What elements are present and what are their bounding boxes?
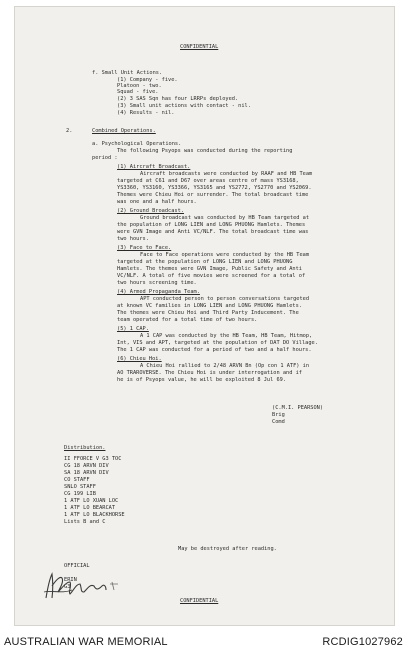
distribution-entry: 1 ATF LO BEARCAT xyxy=(64,505,116,511)
item-line: targeted at the population of LONG LIEN and LONG PHUONG xyxy=(117,259,293,265)
item-title-ground-broadcast: (2) Ground Broadcast. xyxy=(117,208,184,214)
item-line: he is of Psyops value, he will be exploited 8 Jul 69. xyxy=(117,377,287,383)
handwritten-signature xyxy=(42,568,132,604)
item-line: was one and a half hours. xyxy=(117,199,197,205)
destroy-note: May be destroyed after reading. xyxy=(178,546,277,552)
item-line: the population of LONG LIEN and LONG PHUONG Hamlets. Themes xyxy=(117,222,306,228)
item-title-1-cap: (5) 1 CAP. xyxy=(117,326,149,332)
classification-top: CONFIDENTIAL xyxy=(180,44,219,50)
section-f-line: Squad - five. xyxy=(117,89,159,95)
item-line: A 1 CAP was conducted by the HB Team, HB Team, Hitmop, xyxy=(140,333,313,339)
item-line: team operated for a total time of two hours. xyxy=(117,317,258,323)
signatory-rank: Brig xyxy=(272,412,285,418)
item-line: VC/NLF. A total of five movies were screened for a total of xyxy=(117,273,306,279)
item-line: APT conducted person to person conversations targeted xyxy=(140,296,310,302)
footer-institution: AUSTRALIAN WAR MEMORIAL xyxy=(4,636,168,648)
item-line: Hamlets. The themes were GVN Image, Public Safety and Anti xyxy=(117,266,302,272)
item-title-face-to-face: (3) Face to Face. xyxy=(117,245,172,251)
distribution-entry: II FFORCE V G3 TOC xyxy=(64,456,122,462)
distribution-entry: Lists B and C xyxy=(64,519,106,525)
item-line: YS3360, YS3160, YS3366, YS3165 and YS2772, YS2770 and YS2069. xyxy=(117,185,312,191)
section-f-line: (1) Company - five. xyxy=(117,77,178,83)
item-title-chieu-hoi: (6) Chieu Hoi. xyxy=(117,356,162,362)
item-line: AO TRAROVERSE. The Chieu Hoi is under interrogation and if xyxy=(117,370,302,376)
item-line: Themes were Chieu Hoi or surrender. The total broadcast time xyxy=(117,192,309,198)
distribution-entry: 1 ATF LO BLACKHORSE xyxy=(64,512,125,518)
section-2a-intro: period : xyxy=(92,155,118,161)
item-line: two hours. xyxy=(117,236,149,242)
section-2a-intro: The following Psyops was conducted during the reporting xyxy=(117,148,293,154)
signatory-appointment: Comd xyxy=(272,419,285,425)
section-2-heading: Combined Operations. xyxy=(92,128,156,134)
official-label: OFFICIAL xyxy=(64,563,90,569)
archive-footer xyxy=(0,628,407,654)
distribution-entry: SA 18 ARVN DIV xyxy=(64,470,109,476)
section-f-line: (4) Results - nil. xyxy=(117,110,175,116)
distribution-heading: Distribution. xyxy=(64,445,106,451)
classification-bottom: CONFIDENTIAL xyxy=(180,598,219,604)
item-line: targeted at C61 and D67 over areas centre of mass YS3168, xyxy=(117,178,299,184)
section-2a-heading: a. Psychological Operations. xyxy=(92,141,182,147)
item-line: The themes were Chieu Hoi and Third Party Inducement. The xyxy=(117,310,299,316)
item-line: at known VC families in LONG LIEN and LONG PHUONG Hamlets. xyxy=(117,303,302,309)
distribution-entry: CG 199 LIB xyxy=(64,491,96,497)
distribution-entry: CG 18 ARVN DIV xyxy=(64,463,109,469)
section-f-heading: f. Small Unit Actions. xyxy=(92,70,163,76)
distribution-entry: SNLO STAFF xyxy=(64,484,96,490)
distribution-entry: 1 ATF LO XUAN LOC xyxy=(64,498,119,504)
section-f-line: Platoon - two. xyxy=(117,83,162,89)
section-2-number: 2. xyxy=(66,128,73,134)
item-line: Int, VIS and APT, targeted at the population of DAT DO Village. xyxy=(117,340,318,346)
item-line: Ground broadcast was conducted by HB Team targeted at xyxy=(140,215,310,221)
item-line: Face to Face operations were conducted by the HB Team xyxy=(140,252,310,258)
section-f-line: (2) 3 SAS Sqn has four LRRPs deployed. xyxy=(117,96,239,102)
official-line: G3 xyxy=(64,584,71,590)
item-title-aircraft-broadcast: (1) Aircraft Broadcast. xyxy=(117,164,191,170)
item-line: The 1 CAP was conducted for a period of two and a half hours. xyxy=(117,347,312,353)
section-f-line: (3) Small unit actions with contact - nil. xyxy=(117,103,251,109)
item-line: A Chieu Hoi rallied to 2/48 ARVN Bn (Op con 1 ATF) in xyxy=(140,363,310,369)
item-line: Aircraft broadcasts were conducted by RAAF and HB Team xyxy=(140,171,313,177)
official-line: ERIN xyxy=(64,577,77,583)
footer-record-id: RCDIG1027962 xyxy=(322,636,403,648)
distribution-entry: CO STAFF xyxy=(64,477,90,483)
item-title-armed-propaganda-team: (4) Armed Propaganda Team. xyxy=(117,289,200,295)
item-line: two hours screening time. xyxy=(117,280,197,286)
item-line: were GVN Image and Anti VC/NLF. The total broadcast time was xyxy=(117,229,309,235)
signatory-name: (C.M.I. PEARSON) xyxy=(272,405,324,411)
